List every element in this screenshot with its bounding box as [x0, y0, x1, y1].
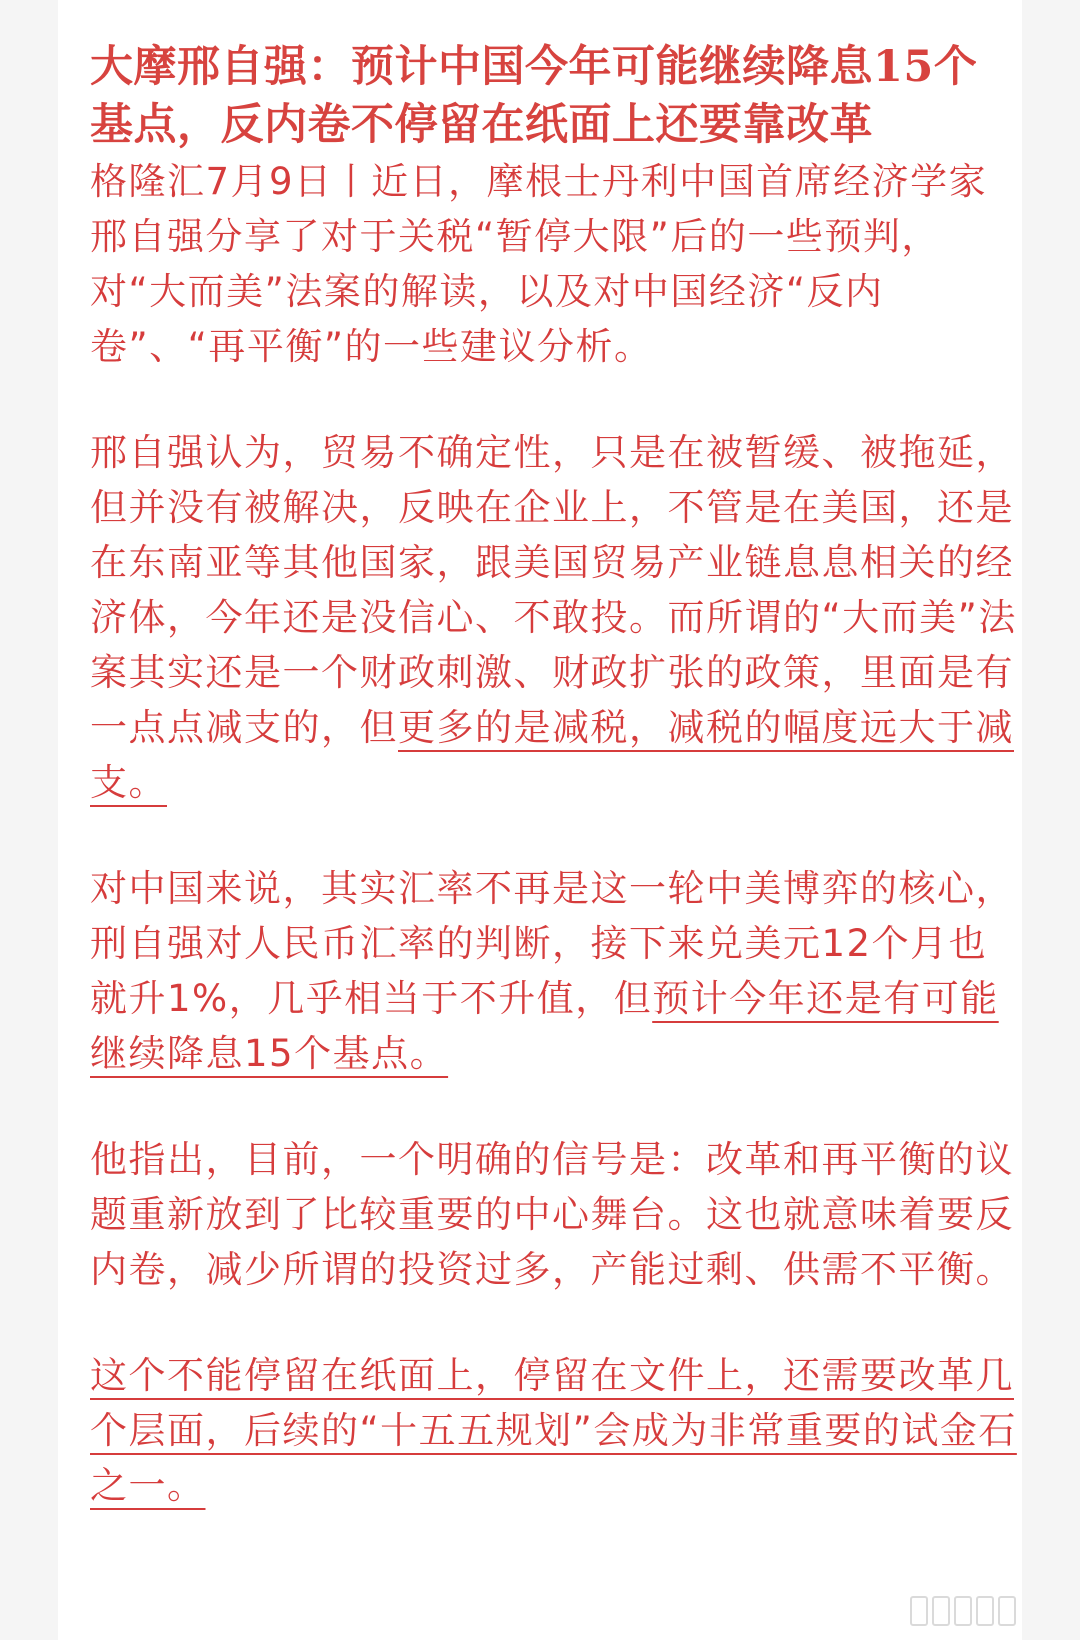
article-paragraph	[90, 1348, 1020, 1513]
watermark-glyph-icon	[954, 1596, 972, 1626]
watermark-glyph-icon	[998, 1596, 1016, 1626]
watermark	[910, 1596, 1016, 1626]
article-page	[58, 0, 1022, 1640]
paragraph-text: 邢自强认为，贸易不确定性，只是在被暂缓、被拖延，但并没有被解决，反映在企业上，不管是在美国，还是在东南亚等其他国家，跟美国贸易产业链息息相关的经济体，今年还是没信心、不敢投。而所谓的“大而美”法案其实还是一个财政刺激、财政扩张的政策，里面是有一点点减支的，但	[90, 431, 1017, 749]
underlined-text: 预计今年还是有可能继续降息15个基点。	[90, 977, 999, 1075]
left-margin	[0, 0, 58, 1640]
article-paragraph	[90, 1132, 1020, 1297]
article-paragraph	[90, 154, 1020, 374]
article-paragraph	[90, 861, 1020, 1081]
paragraph-text: 格隆汇7月9日丨近日，摩根士丹利中国首席经济学家邢自强分享了对于关税“暂停大限”后的一些预判，对“大而美”法案的解读，以及对中国经济“反内卷”、“再平衡”的一些建议分析。	[90, 160, 988, 368]
underlined-text: 这个不能停留在纸面上，停留在文件上，还需要改革几个层面，后续的“十五五规划”会成为非常重要的试金石之一。	[90, 1354, 1017, 1507]
paragraph-text: 他指出，目前，一个明确的信号是：改革和再平衡的议题重新放到了比较重要的中心舞台。这也就意味着要反内卷，减少所谓的投资过多，产能过剩、供需不平衡。	[90, 1138, 1014, 1291]
underlined-text: 更多的是减税，减税的幅度远大于减支。	[90, 706, 1014, 804]
article-paragraph	[90, 425, 1020, 810]
article-content	[90, 38, 1020, 1513]
paragraph-text: 对中国来说，其实汇率不再是这一轮中美博弈的核心，刑自强对人民币汇率的判断，接下来兑美元12个月也就升1%，几乎相当于不升值，但	[90, 867, 1014, 1020]
watermark-glyph-icon	[910, 1596, 928, 1626]
article-title: 大摩邢自强：预计中国今年可能继续降息15个基点，反内卷不停留在纸面上还要靠改革	[90, 42, 978, 150]
right-margin	[1022, 0, 1080, 1640]
watermark-glyph-icon	[976, 1596, 994, 1626]
watermark-glyph-icon	[932, 1596, 950, 1626]
